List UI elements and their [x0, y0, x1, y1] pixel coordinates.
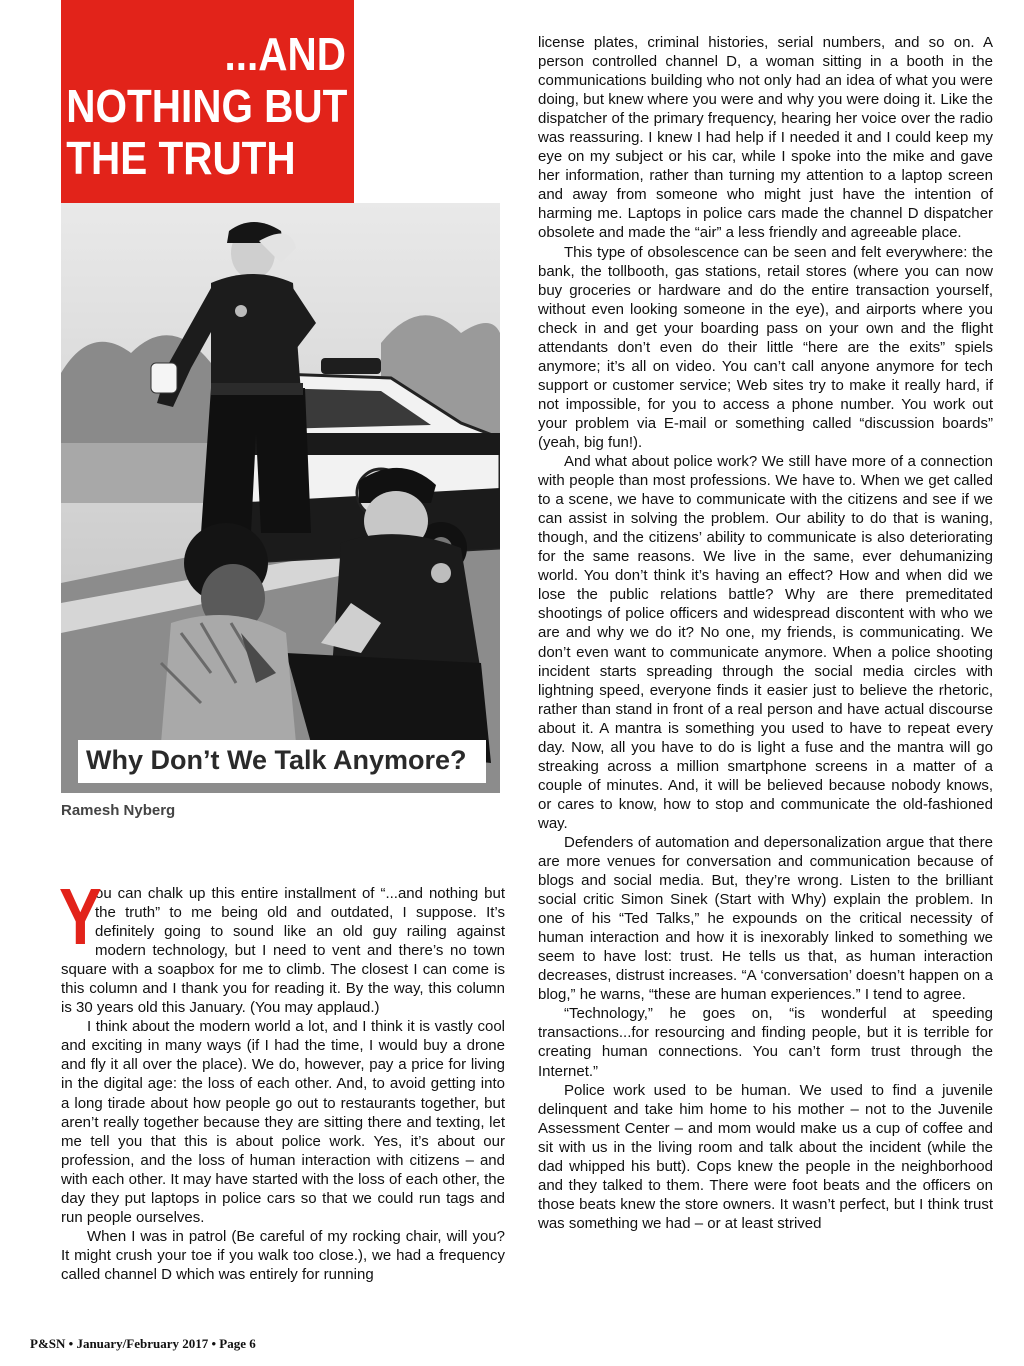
title-line-1: ...AND — [224, 28, 346, 80]
title-line-3: THE TRUTH — [66, 132, 296, 184]
paragraph: I think about the modern world a lot, and I think it is vastly cool and exciting in many ways (if I had the time, I would buy a drone and fly it all over the place). We do, however, pay a price for living in the digital age: the loss of each other. And, to avoid getting into a long tirade about how people go out to restaurants together, but aren’t really together because they are sitting there and texting, let me tell you that this is about police work. Yes, it’s about our profession, and the loss of human interaction with citizens – and with each other. It may have started with the loss of each other, the day they put laptops in police cars so that we could run tags and run people ourselves. — [61, 1018, 505, 1226]
paragraph: When I was in patrol (Be careful of my rocking chair, will you? It might crush your toe if you walk too close.), we had a frequency called channel D which was entirely for running — [61, 1227, 505, 1283]
page-footer: P&SN • January/February 2017 • Page 6 — [30, 1336, 256, 1351]
paragraph: “Technology,” he goes on, “is wonderful at speeding transactions...for resourcing and finding people, but it is terrible for creating human connections. You can’t form trust through the Internet.” — [538, 1005, 993, 1080]
paragraph: license plates, criminal histories, serial numbers, and so on. A person controlled channel D, a woman sitting in a booth in the communications building who not only had an idea of what you were doing, but knew where you were and why you were doing it. Like the dispatcher of the primary frequency, hearing her voice over the radio was reassuring. I knew I had help if I needed it and I could keep my eye on my subject or his car, while I spoke into the mike and gave her information, rather than turning my attention to a laptop screen and away from someone who might just have the intention of harming me. Laptops in police cars made the channel D dispatcher obsolete and made the “air” a less friendly and agreeable place. — [538, 34, 993, 242]
article-photo — [61, 203, 500, 793]
photo-caption: Why Don’t We Talk Anymore? — [78, 740, 486, 783]
paragraph: Y ou can chalk up this entire installment of “...and nothing but the truth” to me being old and outdated, I suppose. It’s definitely going to sound like an old guy railing against modern technology, but I need to vent and there’s no town square with a soapbox for me to climb. The closest I can come is this column and I thank you for reading it. By the way, this column is 30 years old this January. (You may applaud.) — [59, 872, 505, 1017]
article-title — [61, 0, 354, 203]
byline: Ramesh Nyberg — [61, 802, 176, 819]
paragraph: Defenders of automation and depersonalization argue that there are more venues for conversation and communication because of blogs and social media. But, they’re wrong. Listen to the brilliant social critic Simon Sinek (Start with Why) explain the problem. In one of his “Ted Talks,” he expounds on the critical necessity of human interaction and how it is inexorably linked to something we seem to have lost: trust. He tells us that, as human interaction decreases, distrust increases. “A ‘conversation’ doesn’t happen on a blog,” he warns, “these are human experiences.” I tend to agree. — [538, 833, 993, 1004]
title-line-2: NOTHING BUT — [66, 80, 348, 132]
paragraph: This type of obsolescence can be seen and felt everywhere: the bank, the tollbooth, gas stations, retail stores (where you can now buy groceries or hardware and do the entire transaction yourself, without even looking someone in the eye), and airports where you check in and get your boarding pass on your own and the flight attendants don’t even do their little “here are the exits” spiels anymore; it’s all on video. You can’t call anyone anymore for tech support or customer service; Web sites try to make it really hard, if not impossible, for you to access a phone number. You work out your problem via E-mail or something called “discussion boards” (yeah, big fun!). — [538, 243, 993, 451]
police-photo-illustration — [61, 203, 500, 793]
right-column — [538, 33, 993, 1233]
drop-cap: Y — [59, 872, 102, 961]
left-column — [59, 872, 505, 1284]
paragraph: Police work used to be human. We used to find a juvenile delinquent and take him home to his mother – not to the Juvenile Assessment Center – and mom would make us a cup of coffee and sit with us in the living room and talk about the incident (while the dad whipped his butt). Cops knew the people in the neighborhood and they talked to them. There were foot beats and the officers on those beats knew the store owners. It wasn’t perfect, but I think trust was something we had – or at least strived — [538, 1081, 993, 1232]
paragraph: And what about police work? We still have more of a connection with people than most professions. We have to. When we get called to a scene, we have to communicate with the citizens and see if we can assist in solving the problem. Our ability to do that is waning, though, and the citizens’ ability to communicate is also deteriorating for the same reasons. We live in the same, ever dehumanizing world. You don’t think it’s having an effect? How and when did we lose the public relations battle? Why are there premeditated shootings of police officers and widespread discontent with who we are and why we do it? No one, my friends, is communicating. We don’t even want to communicate anymore. When a police shooting incident starts spreading through the social media circles with lightning speed, everyone finds it easier just to believe the rhetoric, rather than stand in front of a real person and have actual discourse about it. A mantra is something you used to have to repeat every day. Now, all you have to do is light a fuse and the mantra will go streaking across a million smartphone screens in a matter of a couple of minutes. And, it will be believed because nobody knows, or cares to know, how to stop and communicate the old-fashioned way. — [538, 453, 993, 832]
